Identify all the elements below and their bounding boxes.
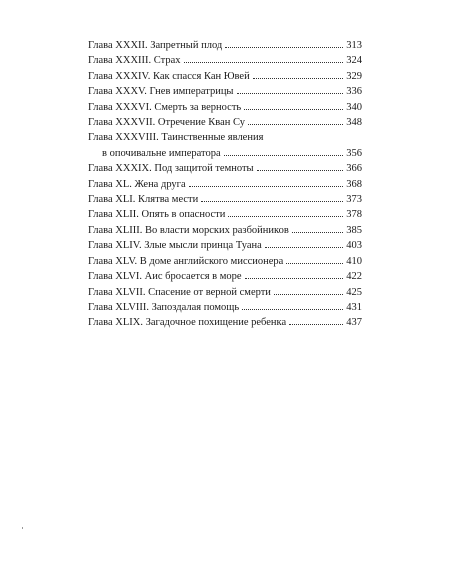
- toc-entry: [88, 84, 362, 99]
- toc-entry-title: Глава XLII. Опять в опасности: [88, 209, 226, 221]
- toc-entry-title: Глава XLIII. Во власти морских разбойников: [88, 224, 289, 236]
- toc-entry: [88, 254, 362, 269]
- toc-entry: [88, 300, 362, 315]
- dot-leader: [253, 77, 344, 79]
- toc-entry: [88, 69, 362, 84]
- toc-entry: [88, 100, 362, 115]
- toc-entry-page: 385: [346, 224, 362, 236]
- toc-entry-page: 329: [346, 70, 362, 82]
- dot-leader: [189, 185, 344, 187]
- toc-entry: [88, 207, 362, 222]
- toc-entry-page: 403: [346, 240, 362, 252]
- dot-leader: [245, 277, 344, 279]
- toc-entry: [88, 285, 362, 300]
- dot-leader: [244, 108, 343, 110]
- toc-entry-page: 356: [346, 147, 362, 159]
- dot-leader: [242, 308, 343, 310]
- toc-entry-title: Глава XXXV. Гнев императрицы: [88, 86, 234, 98]
- toc-entry-title: Глава XXXIX. Под защитой темноты: [88, 163, 254, 175]
- toc-entry-title: Глава XLVII. Спасение от верной смерти: [88, 286, 271, 298]
- dot-leader: [286, 262, 343, 264]
- toc-entry: [88, 38, 362, 53]
- toc-entry-page: 422: [346, 271, 362, 283]
- table-of-contents: [88, 38, 362, 331]
- toc-entry-title: Глава XLV. В доме английского миссионера: [88, 255, 284, 267]
- dot-leader: [228, 215, 343, 217]
- toc-entry-page: 425: [346, 286, 362, 298]
- toc-entry: [88, 192, 362, 207]
- toc-entry-page: 313: [346, 40, 362, 51]
- toc-entry-page: 340: [346, 101, 362, 113]
- dot-leader: [237, 92, 344, 94]
- dot-leader: [265, 246, 343, 248]
- toc-entry-page: 431: [346, 301, 362, 313]
- toc-entry-page: 378: [346, 209, 362, 221]
- toc-entry-page: 373: [346, 194, 362, 206]
- toc-entry-continuation: [88, 146, 362, 161]
- dot-leader: [274, 293, 343, 295]
- toc-entry-title: Глава XLVIII. Запоздалая помощь: [88, 301, 240, 313]
- dot-leader: [292, 231, 343, 233]
- toc-entry-title: Глава XLVI. Аис бросается в море: [88, 271, 242, 283]
- toc-entry: [88, 269, 362, 284]
- toc-entry-title-continuation: в опочивальне императора: [102, 147, 221, 159]
- toc-entry: [88, 161, 362, 176]
- dot-leader: [224, 154, 344, 156]
- toc-entry-title: Глава XXXVII. Отречение Кван Су: [88, 117, 245, 129]
- toc-entry-title: Глава XXXVI. Смерть за верность: [88, 101, 242, 113]
- toc-entry-title: Глава XL. Жена друга: [88, 178, 186, 190]
- toc-entry-page: 348: [346, 117, 362, 129]
- toc-entry: [88, 130, 362, 161]
- toc-entry-page: 410: [346, 255, 362, 267]
- toc-entry: [88, 53, 362, 68]
- toc-entry-page: 437: [346, 317, 362, 329]
- toc-entry-page: 324: [346, 55, 362, 67]
- dot-leader: [225, 46, 343, 48]
- toc-entry-title: Глава XXXVIII. Таинственные явления: [88, 132, 264, 144]
- scan-speck: [22, 527, 23, 529]
- toc-entry: [88, 223, 362, 238]
- toc-entry: [88, 315, 362, 330]
- toc-entry: [88, 177, 362, 192]
- dot-leader: [201, 200, 343, 202]
- toc-entry-title: Глава XXXIV. Как спасся Кан Ювей: [88, 70, 250, 82]
- toc-entry-title: Глава XLI. Клятва мести: [88, 194, 199, 206]
- dot-leader: [257, 169, 344, 171]
- dot-leader: [248, 123, 343, 125]
- dot-leader: [289, 323, 343, 325]
- toc-entry-page: 368: [346, 178, 362, 190]
- toc-entry-title: Глава XXXIII. Страх: [88, 55, 181, 67]
- dot-leader: [184, 61, 344, 63]
- toc-entry: [88, 238, 362, 253]
- toc-entry-page: 366: [346, 163, 362, 175]
- toc-entry-title: Глава XLIV. Злые мысли принца Туана: [88, 240, 262, 252]
- toc-entry: [88, 115, 362, 130]
- toc-entry-page: 336: [346, 86, 362, 98]
- toc-entry-title: Глава XLIX. Загадочное похищение ребенка: [88, 317, 287, 329]
- toc-entry-title: Глава XXXII. Запретный плод: [88, 40, 223, 51]
